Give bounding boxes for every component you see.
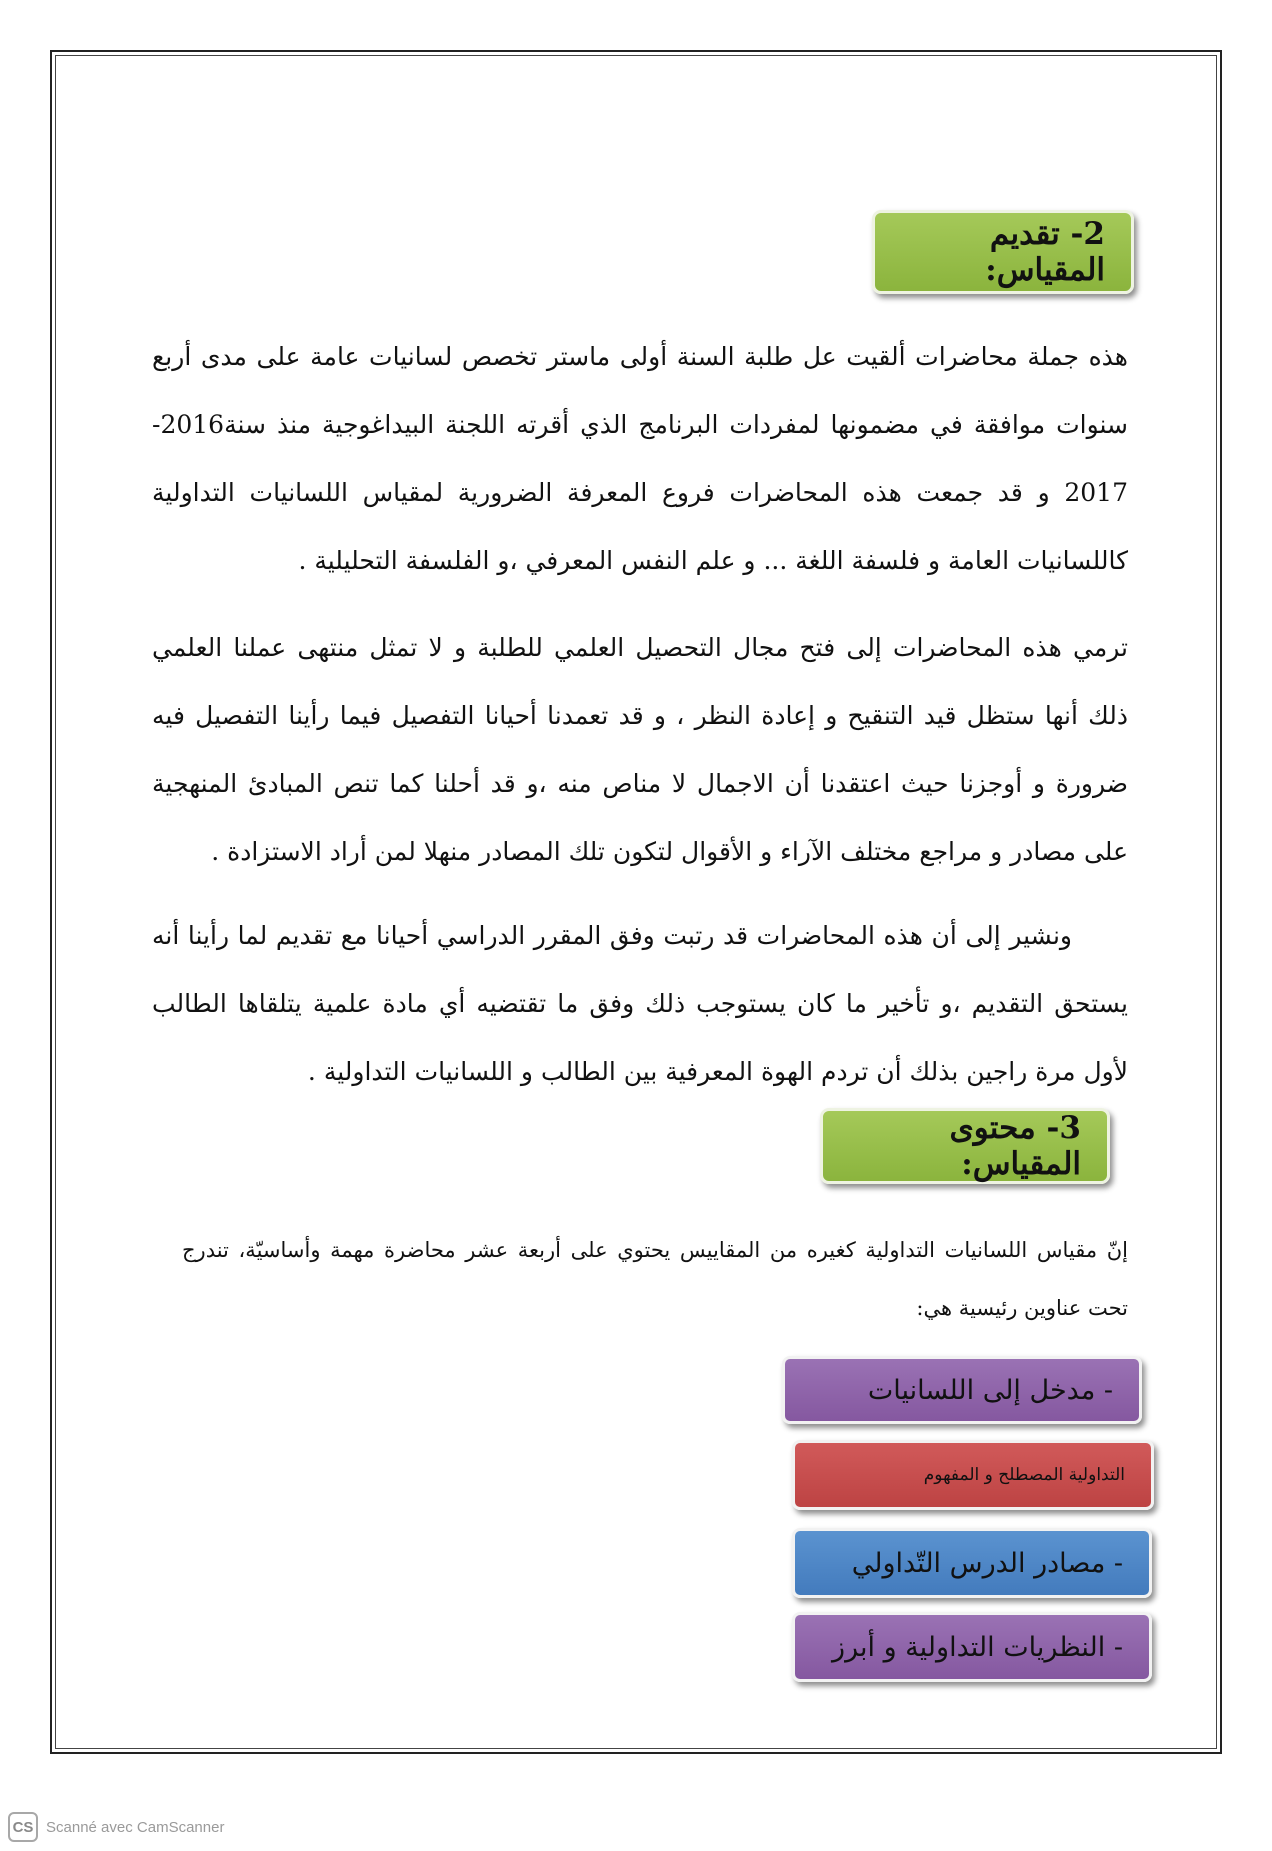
camscanner-watermark	[8, 1812, 224, 1842]
topic-1-label: - مدخل إلى اللسانيات	[867, 1374, 1113, 1406]
topic-pragmatics-term-concept	[792, 1440, 1154, 1510]
section-3-heading-text: 3- محتوى المقياس:	[949, 1110, 1081, 1182]
topic-2-label: التداولية المصطلح و المفهوم	[923, 1465, 1125, 1485]
topic-pragmatic-theories	[792, 1612, 1152, 1682]
section-2-paragraph-3: ونشير إلى أن هذه المحاضرات قد رتبت وفق المقرر الدراسي أحيانا مع تقديم لما رأينا أنه يستحق التقديم ،و تأخير ما كان يستوجب ذلك وفق ما تقتضيه أي مادة علمية يتلقاها الطالب لأول مرة راجين بذلك أن تردم الهوة المعرفية بين الطالب و اللسانيات التداولية .	[152, 921, 1128, 1086]
section-2-paragraph-2: ترمي هذه المحاضرات إلى فتح مجال التحصيل العلمي للطلبة و لا تمثل منتهى عملنا العلمي ذلك أنها ستظل قيد التنقيح و إعادة النظر ، و قد تعمدنا أحيانا التفصيل فيما رأينا التفصيل فيه ضرورة و أوجزنا حيث اعتقدنا أن الاجمال لا مناص منه ،و قد أحلنا كما تنص المبادئ المنهجية على مصادر و مراجع مختلف الآراء و الأقوال لتكون تلك المصادر منهلا لمن أراد الاستزادة .	[152, 633, 1128, 866]
section-2-heading	[872, 210, 1134, 294]
section-2-paragraph-1: هذه جملة محاضرات ألقيت عل طلبة السنة أولى ماستر تخصص لسانيات عامة على مدى أربع سنوات موافقة في مضمونها لمفردات البرنامج الذي أقرته اللجنة البيداغوجية منذ سنة2016-2017 و قد جمعت هذه المحاضرات فروع المعرفة الضرورية لمقياس اللسانيات التداولية كاللسانيات العامة و فلسفة اللغة ... و علم النفس المعرفي ،و الفلسفة التحليلية .	[152, 342, 1128, 575]
section-3-intro: إنّ مقياس اللسانيات التداولية كغيره من المقاييس يحتوي على أربعة عشر محاضرة مهمة وأساسيّة، تندرج تحت عناوين رئيسية هي:	[182, 1238, 1128, 1320]
camscanner-label: Scanné avec CamScanner	[46, 1818, 225, 1836]
topic-sources-of-pragmatics	[792, 1528, 1152, 1598]
camscanner-logo-text: CS	[12, 1818, 34, 1836]
topic-3-label: - مصادر الدرس التّداولي	[851, 1547, 1123, 1579]
camscanner-logo-icon	[8, 1812, 38, 1842]
section-2-heading-text: 2- تقديم المقياس:	[985, 216, 1105, 288]
topic-4-label: - النظريات التداولية و أبرز	[832, 1631, 1123, 1663]
topic-introduction-to-linguistics	[782, 1356, 1142, 1424]
section-3-heading	[820, 1108, 1110, 1184]
